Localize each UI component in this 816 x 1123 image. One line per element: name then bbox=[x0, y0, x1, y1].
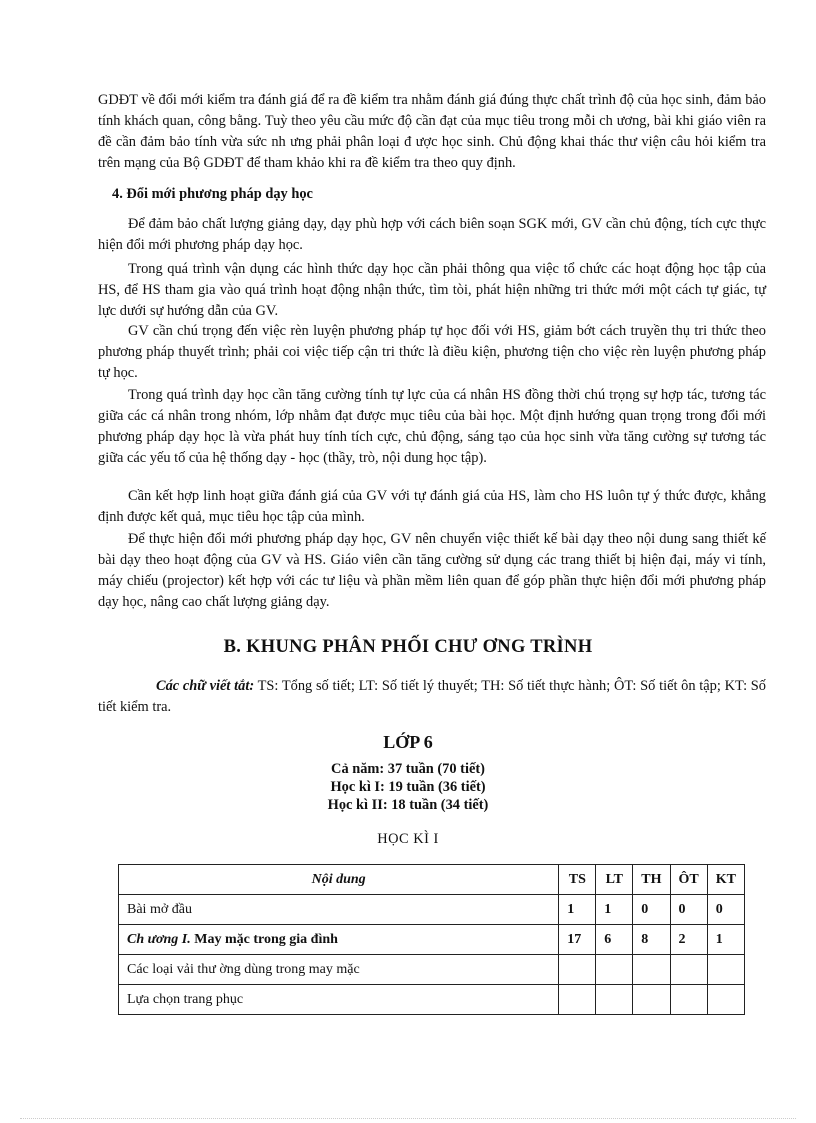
abbreviations bbox=[98, 676, 766, 718]
cell-lt: 6 bbox=[596, 925, 633, 955]
paragraph-self-study: GV cần chú trọng đến việc rèn luyện phương pháp tự học đối với HS, giảm bớt cách truyền thụ tri thức theo phương pháp thuyết trình; phải coi việc tiếp cận tri thức là điều kiện, phương tiện cho việc rèn luyện phương pháp tự học. bbox=[98, 323, 766, 381]
cell-ts: 1 bbox=[559, 895, 596, 925]
page-bottom-divider bbox=[20, 1118, 796, 1119]
paragraph-forms: Trong quá trình vận dụng các hình thức dạy học cần phải thông qua việc tổ chức các hoạt động học tập của HS, để HS tham gia vào quá trình hoạt động nhận thức, tìm tòi, phát hiện những tri thức mới một cách tự giác, tự lực dưới sự hướng dẫn của GV. bbox=[98, 261, 766, 319]
cell-ot: 2 bbox=[670, 925, 707, 955]
paragraph-assessment: GDĐT về đổi mới kiểm tra đánh giá để ra đề kiểm tra nhằm đánh giá đúng thực chất trình độ của học sinh, đảm bảo tính khách quan, công bằng. Tuỳ theo yêu cầu mức độ cần đạt của mục tiêu trong mỗi ch ương, bài khi giáo viên ra đề cần đảm bảo tính vừa sức nh ưng phải phân loại đ ược học sinh. Chủ động khai thác thư viện câu hỏi kiểm tra trên mạng của Bộ GDĐT để tham khảo khi ra đề kiểm tra theo quy định. bbox=[98, 92, 766, 171]
grade-title: LỚP 6 bbox=[383, 732, 433, 752]
section-title: B. KHUNG PHÂN PHỐI CHƯ ƠNG TRÌNH bbox=[223, 637, 593, 657]
header-ts: TS bbox=[559, 865, 596, 895]
cell-th: 8 bbox=[633, 925, 670, 955]
cell-kt: 1 bbox=[707, 925, 744, 955]
curriculum-table bbox=[118, 864, 745, 1015]
abbreviations-text: TS: Tổng số tiết; LT: Số tiết lý thuyết; TH: Số tiết thực hành; ÔT: Số tiết ôn tập; KT: Số tiết kiểm tra. bbox=[98, 678, 766, 715]
year-summary: Cả năm: 37 tuần (70 tiết) bbox=[331, 761, 485, 777]
table-row bbox=[119, 985, 745, 1015]
cell-th bbox=[633, 985, 670, 1015]
cell-th bbox=[633, 955, 670, 985]
cell-ts: 17 bbox=[559, 925, 596, 955]
header-kt: KT bbox=[707, 865, 744, 895]
header-th: TH bbox=[633, 865, 670, 895]
term1-summary: Học kì I: 19 tuần (36 tiết) bbox=[330, 779, 486, 795]
cell-ts bbox=[559, 955, 596, 985]
cell-kt bbox=[707, 985, 744, 1015]
row-content: Lựa chọn trang phục bbox=[119, 985, 559, 1015]
header-lt: LT bbox=[596, 865, 633, 895]
table-header-row bbox=[119, 865, 745, 895]
row-content: Các loại vải thư ờng dùng trong may mặc bbox=[119, 955, 559, 985]
row-content: Bài mở đầu bbox=[119, 895, 559, 925]
heading-teaching-method: 4. Đổi mới phương pháp dạy học bbox=[112, 186, 313, 202]
header-ot: ÔT bbox=[670, 865, 707, 895]
semester-title: HỌC KÌ I bbox=[377, 831, 439, 847]
header-content: Nội dung bbox=[119, 865, 559, 895]
cell-ot: 0 bbox=[670, 895, 707, 925]
paragraph-lesson-design: Để thực hiện đổi mới phương pháp dạy học, GV nên chuyển việc thiết kế bài dạy theo nội dung sang thiết kế bài dạy theo hoạt động của GV và HS. Giáo viên cần tăng cường sử dụng các trang thiết bị hiện đại, máy vi tính, máy chiếu (projector) kết hợp với các tư liệu và phần mềm liên quan để góp phần thực hiện đổi mới phương pháp dạy học, nâng cao chất lượng giảng dạy. bbox=[98, 531, 766, 610]
cell-lt: 1 bbox=[596, 895, 633, 925]
cell-th: 0 bbox=[633, 895, 670, 925]
cell-ot bbox=[670, 985, 707, 1015]
paragraph-quality: Để đảm bảo chất lượng giảng dạy, dạy phù hợp với cách biên soạn SGK mới, GV cần chủ động, tích cực thực hiện đổi mới phương pháp dạy học. bbox=[98, 216, 766, 253]
cell-ot bbox=[670, 955, 707, 985]
term2-summary: Học kì II: 18 tuần (34 tiết) bbox=[327, 797, 489, 813]
cell-kt: 0 bbox=[707, 895, 744, 925]
cell-kt bbox=[707, 955, 744, 985]
table-row bbox=[119, 895, 745, 925]
paragraph-cooperation: Trong quá trình dạy học cần tăng cường tính tự lực của cá nhân HS đồng thời chú trọng sự hợp tác, tương tác giữa các cá nhân trong nhóm, lớp nhằm đạt được mục tiêu của bài học. Một định hướng quan trọng trong đổi mới phương pháp dạy học là vừa phát huy tính tích cực, chủ động, sáng tạo của học sinh vừa tăng cường sự tương tác giữa các yếu tố của hệ thống dạy - học (thầy, trò, nội dung học tập). bbox=[98, 387, 766, 466]
table-row bbox=[119, 925, 745, 955]
abbreviations-label: Các chữ viết tắt: bbox=[156, 678, 255, 694]
row-content-chapter bbox=[119, 925, 559, 955]
paragraph-evaluation: Cần kết hợp linh hoạt giữa đánh giá của GV với tự đánh giá của HS, làm cho HS luôn tự ý thức được, khẳng định được kết quả, mục tiêu học tập của mình. bbox=[98, 488, 766, 525]
cell-lt bbox=[596, 985, 633, 1015]
chapter-title: May mặc trong gia đình bbox=[190, 931, 338, 947]
cell-ts bbox=[559, 985, 596, 1015]
term-summary bbox=[0, 760, 816, 814]
cell-lt bbox=[596, 955, 633, 985]
chapter-label: Ch ương I. bbox=[127, 931, 191, 947]
table-row bbox=[119, 955, 745, 985]
